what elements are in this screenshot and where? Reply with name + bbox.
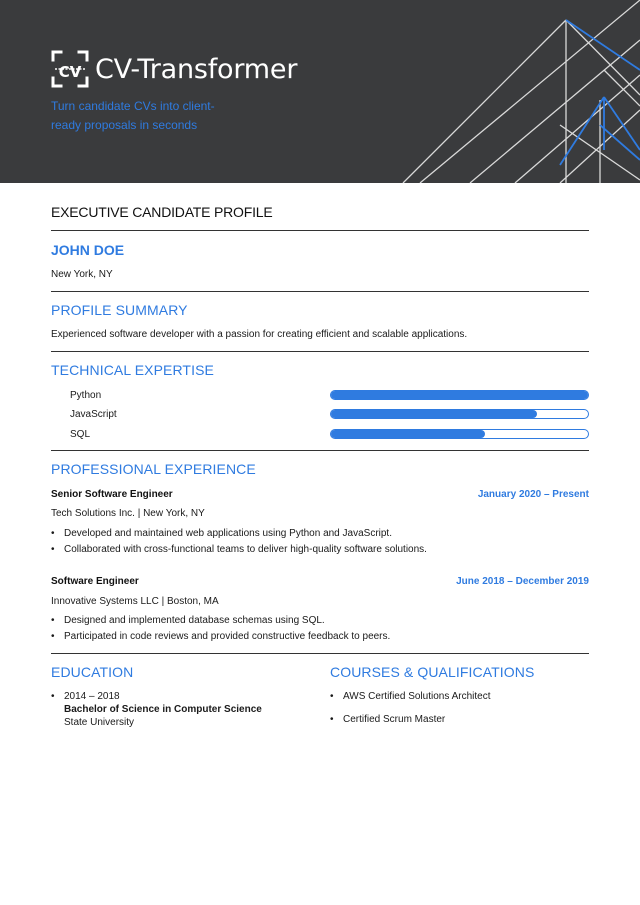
skill-label: Python bbox=[70, 390, 102, 401]
skill-label: JavaScript bbox=[70, 409, 117, 420]
job-bullet: • Participated in code reviews and provided constructive feedback to peers. bbox=[51, 631, 390, 642]
job-bullet: • Designed and implemented database schemas using SQL. bbox=[51, 615, 325, 626]
tagline-line-1: Turn candidate CVs into client- bbox=[51, 99, 215, 113]
divider bbox=[51, 351, 589, 352]
brand-tagline bbox=[51, 97, 251, 135]
education-heading: EDUCATION bbox=[51, 664, 134, 680]
header-banner bbox=[0, 0, 640, 183]
course-item: • Certified Scrum Master bbox=[330, 714, 445, 725]
cv-logo-icon bbox=[51, 50, 89, 88]
divider bbox=[51, 653, 589, 654]
job-dates: June 2018 – December 2019 bbox=[456, 576, 589, 587]
skill-bar bbox=[330, 409, 589, 419]
job-bullet: • Developed and maintained web applications using Python and JavaScript. bbox=[51, 528, 392, 539]
education-years: • 2014 – 2018 bbox=[51, 691, 120, 702]
job-company: Tech Solutions Inc. | New York, NY bbox=[51, 508, 205, 519]
tagline-line-2: ready proposals in seconds bbox=[51, 118, 198, 132]
job-dates: January 2020 – Present bbox=[477, 489, 589, 500]
skill-bar bbox=[330, 429, 589, 439]
skill-bar-fill bbox=[331, 430, 485, 438]
candidate-name: JOHN DOE bbox=[51, 242, 125, 258]
skill-bar-fill bbox=[331, 410, 537, 418]
technical-expertise-heading: TECHNICAL EXPERTISE bbox=[51, 362, 214, 378]
skill-bar bbox=[330, 390, 589, 400]
svg-text:CV: CV bbox=[58, 63, 82, 81]
candidate-location: New York, NY bbox=[51, 269, 113, 280]
experience-heading: PROFESSIONAL EXPERIENCE bbox=[51, 461, 256, 477]
divider bbox=[51, 450, 589, 451]
divider bbox=[51, 230, 589, 231]
decorative-lines-graphic bbox=[0, 0, 640, 183]
profile-summary-heading: PROFILE SUMMARY bbox=[51, 302, 188, 318]
skill-label: SQL bbox=[70, 429, 91, 440]
job-title: Software Engineer bbox=[51, 576, 139, 587]
job-company: Innovative Systems LLC | Boston, MA bbox=[51, 596, 219, 607]
job-bullet: • Collaborated with cross-functional teams to deliver high-quality software solutions. bbox=[51, 544, 427, 555]
divider bbox=[51, 291, 589, 292]
profile-summary-text: Experienced software developer with a passion for creating efficient and scalable applications. bbox=[51, 329, 468, 340]
courses-heading: COURSES & QUALIFICATIONS bbox=[330, 664, 535, 680]
document-title: EXECUTIVE CANDIDATE PROFILE bbox=[51, 204, 273, 220]
job-title: Senior Software Engineer bbox=[51, 489, 173, 500]
course-item: • AWS Certified Solutions Architect bbox=[330, 691, 490, 702]
skill-bar-fill bbox=[331, 391, 588, 399]
brand-title: CV-Transformer bbox=[95, 54, 298, 85]
education-degree: Bachelor of Science in Computer Science bbox=[64, 704, 262, 715]
education-school: State University bbox=[64, 717, 135, 728]
